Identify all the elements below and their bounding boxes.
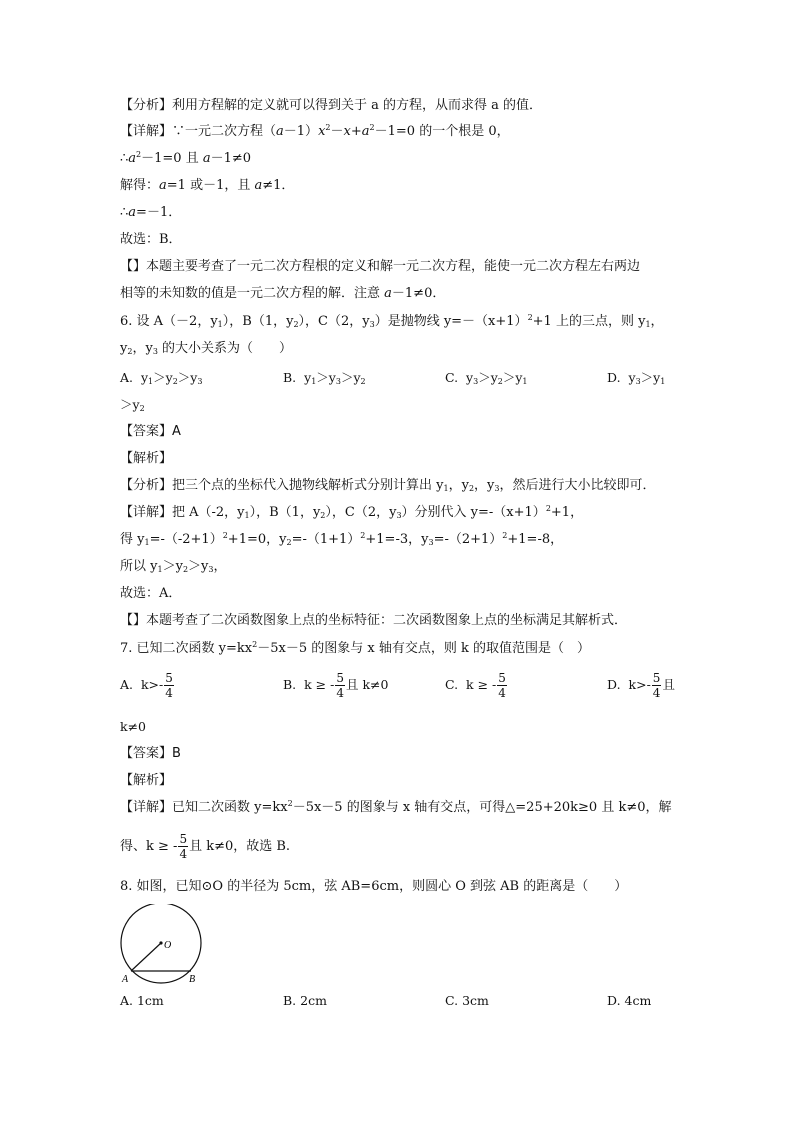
q7-jiexi: 【解析】 xyxy=(120,773,173,788)
q6-option-a: A. $y_1>y_2>y_3$ xyxy=(120,370,203,386)
q7-detail: 【详解】已知二次函数 $y=kx^2-5x-5$ 的图象与 x 轴有交点，可得△=25+20k≥0 且 k≠0，解 xyxy=(120,799,672,815)
q7-option-c: C. k ≥ - $\frac{5}{4}$ xyxy=(445,671,506,700)
q7-detail-2: 得、k ≥ - $\frac{5}{4}$ 且 k≠0，故选 B. xyxy=(120,832,291,861)
q6-calc: 得 $y_1=-(-2+1)^2+1=0$，$y_2=-(1+1)^2+1=-3$，$y_3=-(2+1)^2+1=-8$， xyxy=(120,531,564,547)
label-o: O xyxy=(164,940,172,951)
choose-line: 故选：B． xyxy=(120,232,182,247)
q6-option-c: C. $y_3>y_2>y_1$ xyxy=(445,370,528,386)
center-point xyxy=(159,941,162,944)
q6-choose: 故选：A． xyxy=(120,586,182,601)
q6-comment: 【】本题考查了二次函数图象上点的坐标特征：二次函数图象上点的坐标满足其解析式． xyxy=(120,613,628,628)
q6-option-d-cont: $>y_2$ xyxy=(120,397,145,413)
q7-answer: 【答案】B xyxy=(120,746,181,761)
q8-option-d: D. 4cm xyxy=(607,993,652,1008)
q7-option-b: B. k ≥ - $\frac{5}{4}$ 且 k≠0 xyxy=(283,671,389,700)
q8-option-c: C. 3cm xyxy=(445,993,489,1008)
comment-line: 【】本题主要考查了一元二次方程根的定义和解一元二次方程，能使一元二次方程左右两边 xyxy=(120,259,641,274)
result-line: ∴a=－1． xyxy=(120,205,182,220)
radius-oa xyxy=(131,943,161,971)
q6-option-b: B. $y_1>y_3>y_2$ xyxy=(283,370,366,386)
q8-option-b: B. 2cm xyxy=(283,993,327,1008)
analysis-line: 【分析】利用方程解的定义就可以得到关于 a 的方程，从而求得 a 的值． xyxy=(120,98,543,113)
q6-jiexi: 【解析】 xyxy=(120,451,173,466)
therefore-line: $\therefore a^2-1=0$ 且 a－1≠0 xyxy=(120,150,252,166)
q8-option-a: A. 1cm xyxy=(120,993,164,1008)
q7-option-a: A. k>- $\frac{5}{4}$ xyxy=(120,671,173,700)
comment-line-2: 相等的未知数的值是一元二次方程的解．注意 a－1≠0． xyxy=(120,286,446,301)
q6-answer: 【答案】A xyxy=(120,424,181,439)
question-7-stem: 7. 已知二次函数 $y=kx^2-5x-5$ 的图象与 x 轴有交点，则 k 的取值范围是（ ） xyxy=(120,640,590,656)
q6-analysis: 【分析】把三个点的坐标代入抛物线解析式分别计算出 $y_1$，$y_2$，$y_3$，然后进行大小比较即可． xyxy=(120,478,656,493)
detail-line: 【详解】∵一元二次方程$(a-1)x^2-x+a^2-1=0$ 的一个根是 0， xyxy=(120,123,510,139)
q6-option-d: D. $y_3>y_1$ xyxy=(607,370,666,386)
q6-detail: 【详解】把 A（-2，$y_1$），B（1，$y_2$），C（2，$y_3$）分别代入 $y=-(x+1)^2+1$， xyxy=(120,504,584,520)
q6-conclusion: 所以 $y_1>y_2>y_3$， xyxy=(120,559,227,574)
q7-option-d-cont: k≠0 xyxy=(120,719,147,734)
solution-line: 解得：a=1 或－1，且 a≠1． xyxy=(120,178,295,193)
label-a: A xyxy=(122,974,129,985)
question-6-stem: 6. 设 A（－2，$y_1$），B（1，$y_2$），C（2，$y_3$）是抛物线 $y=-(x+1)^2+1$ 上的三点，则 $y_1$， xyxy=(120,313,664,329)
circle-figure xyxy=(114,904,210,986)
q7-option-d: D. k>- $\frac{5}{4}$ 且 xyxy=(607,671,675,700)
label-b: B xyxy=(189,974,196,985)
question-6-stem-2: $y_2$，$y_3$ 的大小关系为（ ） xyxy=(120,341,293,356)
question-8-stem: 8. 如图，已知⊙O 的半径为 5cm，弦 AB=6cm，则圆心 O 到弦 AB 的距离是（ ） xyxy=(120,879,628,894)
